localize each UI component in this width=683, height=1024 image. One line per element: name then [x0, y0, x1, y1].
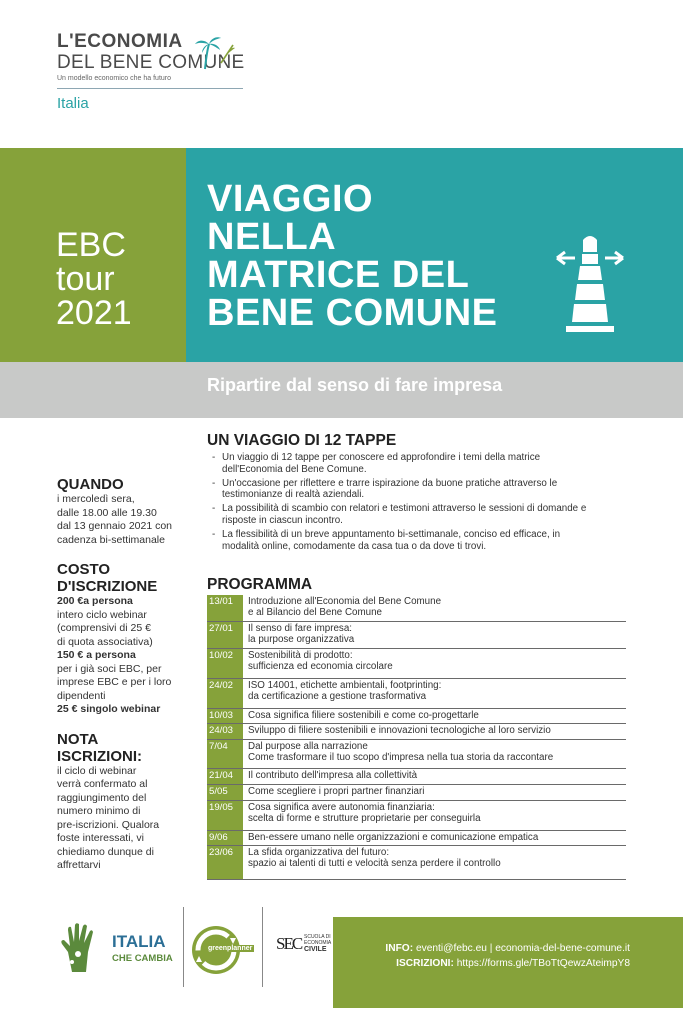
costo-line: dipendenti [57, 689, 106, 702]
costo-line: imprese EBC e per i loro [57, 676, 172, 688]
topic-line: Il senso di fare impresa: [248, 623, 353, 634]
intro-heading: UN VIAGGIO DI 12 TAPPE [207, 432, 397, 449]
intro-item-line: testimonianze di realtà aziendali. [222, 489, 365, 501]
intro-list [210, 452, 630, 554]
price-single: 25 € singolo webinar [57, 703, 161, 715]
programma-topic [243, 831, 626, 845]
programma-topic [243, 709, 626, 723]
topic-line: Come scegliere i propri partner finanziari [248, 786, 425, 797]
quando-heading: QUANDO [57, 476, 124, 493]
nota-line: raggiungimento del [57, 791, 147, 804]
info-label: INFO: [385, 943, 414, 954]
topic-line: ISO 14001, etichette ambientali, footprinting: [248, 680, 442, 691]
intro-item-line: - Un'occasione per riflettere e trarre ispirazione da buone pratiche attraverso le [222, 477, 558, 489]
footer-divider [183, 907, 184, 987]
iscrizioni-link[interactable]: https://forms.gle/TBoTtQewzAteimpY8 [456, 958, 630, 969]
topic-line: Come trasformare il tuo scopo d'impresa nella tua storia da raccontare [248, 752, 554, 764]
programma-row [207, 831, 626, 846]
programma-date: 19/05 [207, 801, 243, 830]
price-full: 200 €a persona [57, 595, 133, 607]
intro-item-line: risposte in ciascun incontro. [222, 514, 343, 526]
programma-date: 21/04 [207, 769, 243, 784]
topic-line: Sostenibilità di prodotto: [248, 650, 353, 661]
palm-tree-icon [193, 35, 235, 71]
tour-label [56, 228, 132, 330]
programma-row [207, 724, 626, 740]
costo-heading-line2: D'ISCRIZIONE [57, 578, 158, 595]
topic-line: Cosa significa filiere sostenibili e come co-progettarle [248, 710, 479, 721]
hero-title-line4: BENE COMUNE [207, 292, 498, 334]
programma-topic [243, 785, 626, 800]
sec-label-line3: CIVILE [304, 946, 327, 953]
footer-divider [262, 907, 263, 987]
programma-topic [243, 769, 626, 784]
programma-date: 13/01 [207, 595, 243, 621]
logo-rule [57, 88, 243, 89]
price-members: 150 € a persona [57, 649, 136, 661]
programma-date: 5/05 [207, 785, 243, 800]
programma-row [207, 801, 626, 831]
programma-row [207, 649, 626, 679]
nota-line: pre-iscrizioni. Qualora [57, 818, 160, 831]
programma-row [207, 740, 626, 769]
costo-body [57, 595, 185, 717]
nota-body [57, 765, 185, 873]
programma-topic [243, 595, 626, 621]
programma-date: 23/06 [207, 846, 243, 879]
programma-row [207, 679, 626, 709]
programma-row [207, 769, 626, 785]
subtitle: Ripartire dal senso di fare impresa [207, 375, 503, 395]
italia-che-cambia-subtitle: CHE CAMBIA [112, 953, 173, 964]
logo-tagline: Un modello economico che ha futuro [57, 75, 172, 82]
intro-item [210, 529, 630, 553]
tour-line2: tour [56, 260, 115, 298]
topic-line: La sfida organizzativa del futuro: [248, 847, 390, 858]
topic-line: Dal purpose alla narrazione [248, 741, 368, 752]
logo-country: Italia [57, 95, 89, 112]
programma-date: 10/02 [207, 649, 243, 678]
topic-line: da certificazione a gestione trasformativa [248, 691, 427, 703]
costo-heading [57, 561, 185, 595]
nota-heading-line2: ISCRIZIONI: [57, 747, 142, 765]
quando-line: cadenza bi-settimanale [57, 533, 165, 546]
programma-date: 24/03 [207, 724, 243, 739]
intro-item-line: - La possibilità di scambio con relatori e testimoni attraverso le sessioni di domande e [222, 503, 587, 515]
topic-line: spazio ai talenti di tutti e velocità senza perdere il controllo [248, 858, 501, 870]
left-column [57, 476, 185, 873]
topic-line: Cosa significa avere autonomia finanziaria: [248, 802, 435, 813]
logo-line1: L'ECONOMIA [57, 31, 183, 52]
programma-date: 27/01 [207, 622, 243, 648]
hero-title [207, 180, 587, 332]
costo-heading-line1: COSTO [57, 561, 111, 578]
programma-topic [243, 679, 626, 708]
programma-topic [243, 649, 626, 678]
info-contacts[interactable]: eventi@febc.eu | economia-del-bene-comune.it [415, 943, 630, 954]
costo-line: per i già soci EBC, per [57, 662, 162, 675]
programma-heading: PROGRAMMA [207, 576, 313, 593]
intro-item [210, 503, 630, 527]
nota-line: verrà confermato al [57, 778, 148, 790]
programma-topic [243, 622, 626, 648]
programma-date: 7/04 [207, 740, 243, 768]
nota-heading-line1: NOTA [57, 730, 99, 748]
programma-topic [243, 724, 626, 739]
quando-line: dal 13 gennaio 2021 con [57, 520, 173, 532]
programma-row [207, 622, 626, 649]
sec-label-line2: ECONOMIA [304, 940, 332, 946]
tour-line3: 2021 [56, 294, 132, 332]
costo-line: (comprensivi di 25 € [57, 622, 151, 634]
programma-row [207, 846, 626, 880]
programma-topic [243, 846, 626, 879]
intro-item-line: - La flessibilità di un breve appuntamento bi-settimanale, conciso ed efficace, in [222, 528, 561, 540]
programma-date: 10/03 [207, 709, 243, 723]
italia-che-cambia-title: ITALIA [112, 932, 166, 951]
quando-line: i mercoledì sera, [57, 493, 135, 505]
logo-line2: DEL BENE COMUNE [57, 52, 245, 73]
nota-line: affrettarvi [57, 859, 101, 871]
hero-title-line1: VIAGGIO [207, 178, 374, 220]
topic-line: Il contributo dell'impresa alla collettività [248, 770, 418, 781]
topic-line: Sviluppo di filiere sostenibili e innovazioni tecnologiche al loro servizio [248, 725, 551, 736]
tour-line1: EBC [56, 226, 126, 264]
info-line [350, 943, 630, 954]
costo-line: intero ciclo webinar [57, 608, 147, 621]
intro-item [210, 478, 630, 502]
topic-line: sufficienza ed economia circolare [248, 661, 393, 673]
nota-line: il ciclo di webinar [57, 764, 137, 777]
hero-title-line3: MATRICE DEL [207, 254, 470, 296]
intro-item-line: dell'Economia del Bene Comune. [222, 463, 367, 475]
iscrizioni-label: ISCRIZIONI: [396, 958, 454, 969]
programma-row [207, 785, 626, 801]
sec-monogram: SEC [276, 934, 302, 953]
programma-date: 9/06 [207, 831, 243, 845]
nota-line: chiediamo dunque di [57, 845, 154, 858]
hand-icon [58, 922, 106, 974]
iscrizioni-line [350, 958, 630, 969]
greenplanner-label: greenplanner [208, 945, 253, 952]
quando-line: dalle 18.00 alle 19.30 [57, 506, 157, 519]
nota-heading [57, 731, 185, 765]
topic-line: e al Bilancio del Bene Comune [248, 607, 382, 619]
costo-line: di quota associativa) [57, 635, 153, 648]
programma-row [207, 595, 626, 622]
topic-line: Introduzione all'Economia del Bene Comune [248, 596, 442, 607]
programma-row [207, 709, 626, 724]
programma-date: 24/02 [207, 679, 243, 708]
topic-line: la purpose organizzativa [248, 634, 355, 646]
quando-body [57, 493, 185, 547]
sec-label-line1: SCUOLA DI [304, 934, 331, 940]
hero-title-line2: NELLA [207, 216, 337, 258]
nota-line: numero minimo di [57, 805, 141, 817]
programma-table [207, 595, 626, 880]
intro-item-line: modalità online, comodamente da casa tua o da dove ti trovi. [222, 540, 487, 552]
intro-item-line: - Un viaggio di 12 tappe per conoscere ed approfondire i temi della matrice [222, 452, 541, 463]
lighthouse-icon [553, 232, 627, 336]
topic-line: scelta di forme e strutture proprietarie per conseguirla [248, 813, 481, 825]
nota-line: foste interessati, vi [57, 832, 144, 844]
topic-line: Ben-essere umano nelle organizzazioni e comunicazione empatica [248, 832, 539, 843]
programma-topic [243, 740, 626, 768]
intro-item [210, 452, 630, 476]
programma-topic [243, 801, 626, 830]
